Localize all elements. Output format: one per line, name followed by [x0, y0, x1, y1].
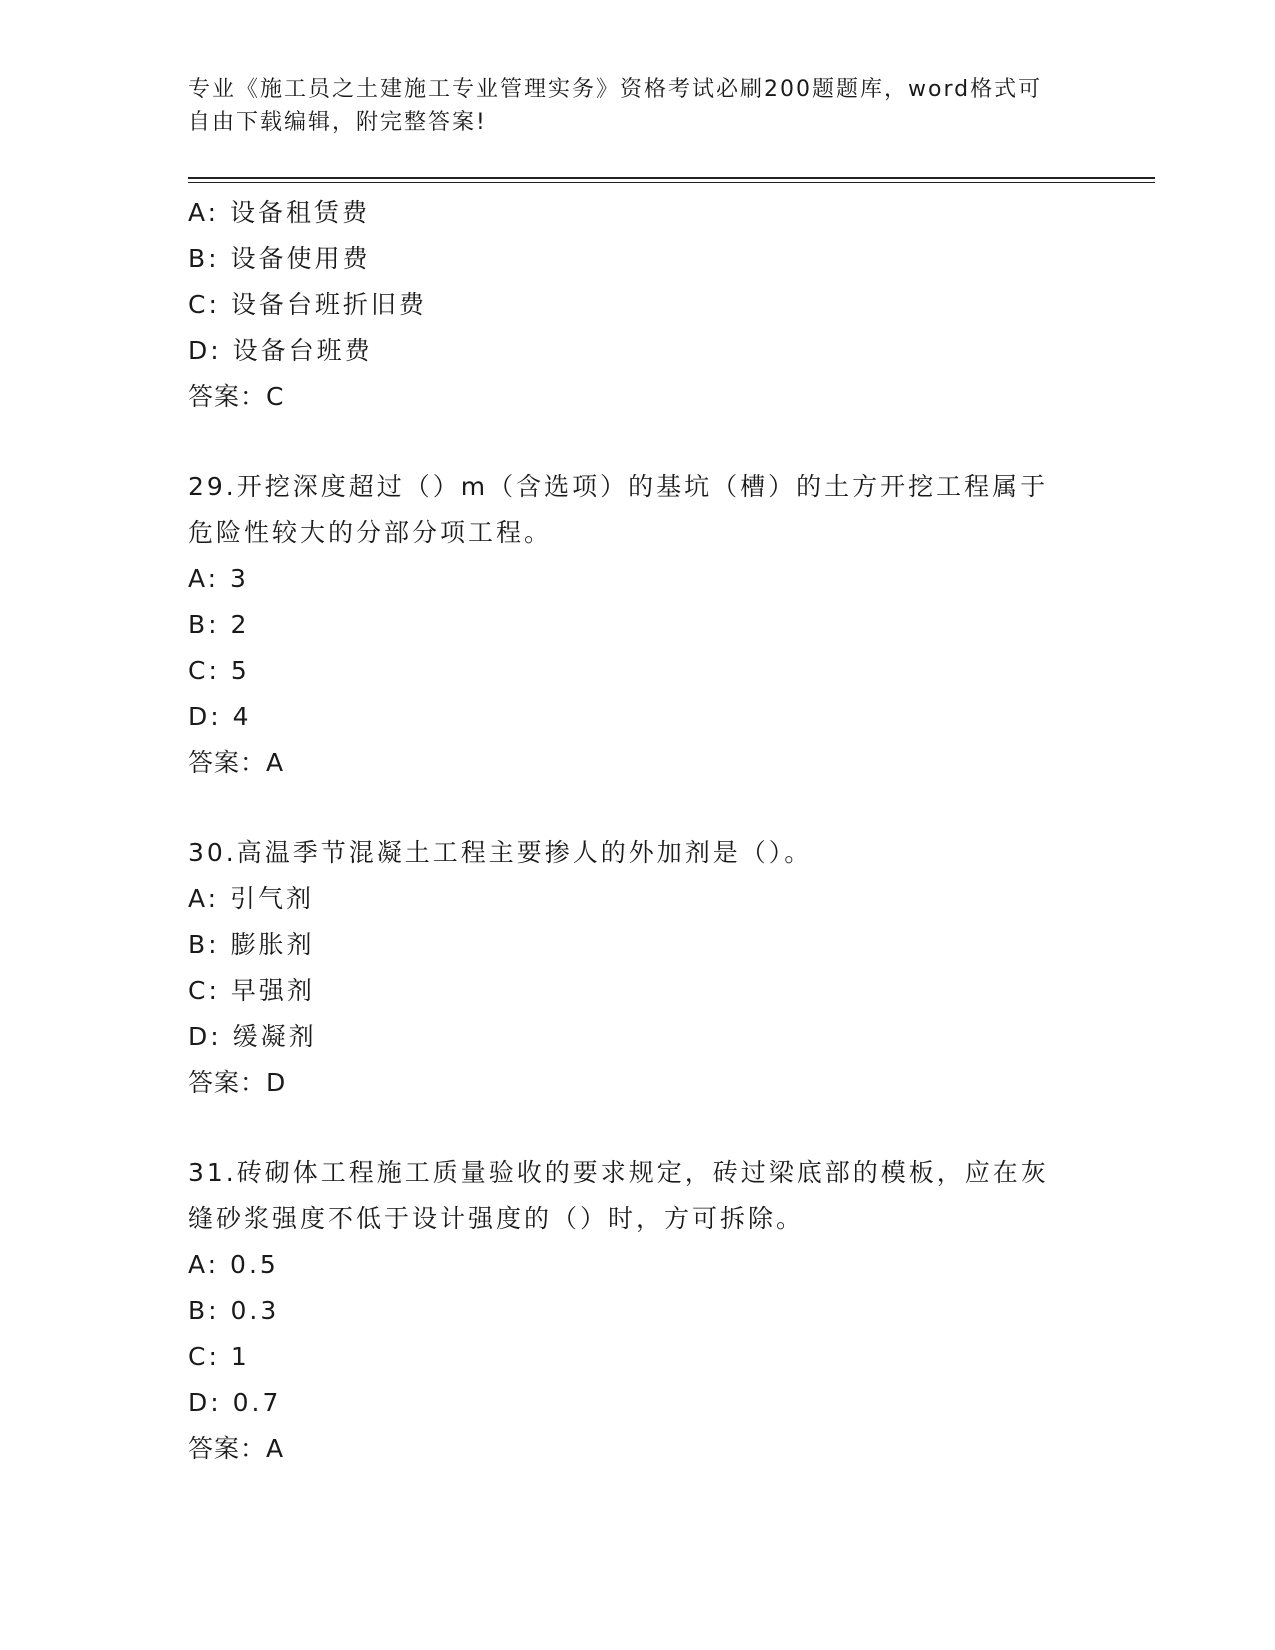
header-line-2: 自由下载编辑，附完整答案! [188, 110, 487, 135]
option-a: A: 0.5 [188, 1250, 279, 1279]
question-list [188, 190, 1088, 1472]
question-text-line: 30.高温季节混凝土工程主要掺人的外加剂是（）。 [188, 838, 813, 867]
option-d: D: 0.7 [188, 1388, 282, 1417]
option-d: D: 4 [188, 702, 252, 731]
spacer [188, 1106, 1088, 1150]
question-31-block [188, 1150, 1088, 1472]
option-b: B: 膨胀剂 [188, 930, 315, 959]
option-c: C: 5 [188, 656, 250, 685]
spacer [188, 420, 1088, 464]
question-30-block [188, 830, 1088, 1106]
question-text-line: 缝砂浆强度不低于设计强度的（）时，方可拆除。 [188, 1204, 805, 1233]
question-text-line: 31.砖砌体工程施工质量验收的要求规定，砖过梁底部的模板，应在灰 [188, 1158, 1049, 1187]
option-c: C: 早强剂 [188, 976, 315, 1005]
option-b: B: 0.3 [188, 1296, 280, 1325]
question-text-line: 29.开挖深度超过（）m（含选项）的基坑（槽）的土方开挖工程属于 [188, 472, 1049, 501]
document-header [188, 73, 1068, 139]
option-d: D: 缓凝剂 [188, 1022, 317, 1051]
option-d: D: 设备台班费 [188, 336, 373, 365]
option-a: A: 设备租赁费 [188, 198, 371, 227]
answer-line: 答案：A [188, 748, 285, 777]
option-a: A: 引气剂 [188, 884, 315, 913]
option-c: C: 设备台班折旧费 [188, 290, 427, 319]
header-divider-thin [188, 182, 1155, 183]
question-28-block [188, 190, 1088, 420]
answer-line: 答案：A [188, 1434, 285, 1463]
option-b: B: 2 [188, 610, 250, 639]
question-text-line: 危险性较大的分部分项工程。 [188, 518, 553, 547]
answer-line: 答案：D [188, 1068, 287, 1097]
question-29-block [188, 464, 1088, 786]
answer-line: 答案：C [188, 382, 285, 411]
option-a: A: 3 [188, 564, 249, 593]
header-line-1: 专业《施工员之土建施工专业管理实务》资格考试必刷200题题库，word格式可 [188, 77, 1043, 102]
spacer [188, 786, 1088, 830]
option-c: C: 1 [188, 1342, 250, 1371]
option-b: B: 设备使用费 [188, 244, 371, 273]
header-divider-thick [188, 177, 1155, 179]
